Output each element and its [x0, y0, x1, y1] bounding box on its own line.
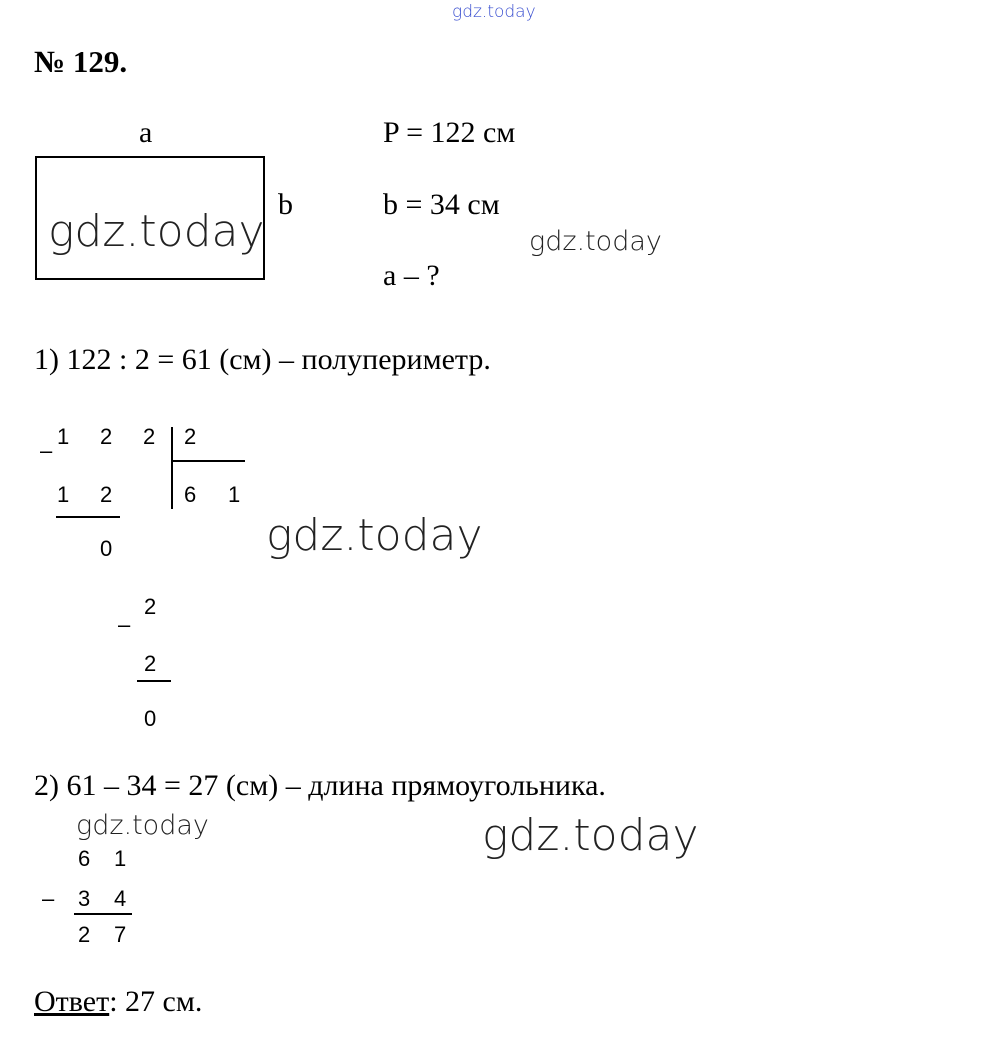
problem-number: № 129. [34, 44, 128, 79]
subtraction-minus: – [42, 886, 55, 911]
answer-value: : 27 см. [109, 985, 203, 1018]
watermark-rect: gdz.today [48, 206, 265, 257]
division-minus-2: – [118, 612, 131, 637]
watermark-given: gdz.today [529, 226, 662, 257]
remainder-1: 0 [100, 536, 113, 561]
bring-down-digit: 2 [144, 594, 157, 619]
quotient-digit: 1 [228, 482, 241, 507]
division-underline-2 [137, 680, 171, 682]
given-perimeter: P = 122 см [383, 116, 516, 149]
step2-text: 2) 61 – 34 = 27 (см) – длина прямоугольника. [34, 769, 606, 802]
subtrahend-2: 2 [144, 651, 157, 676]
subtrahend-digit: 3 [78, 886, 91, 911]
subtraction-underline [74, 913, 132, 915]
dividend-digit: 2 [143, 424, 156, 449]
dividend-digit: 1 [57, 424, 70, 449]
divisor: 2 [184, 424, 197, 449]
result-digit: 2 [78, 922, 91, 947]
watermark-middle: gdz.today [266, 510, 483, 561]
subtrahend-digit: 2 [100, 482, 113, 507]
dividend-digit: 2 [100, 424, 113, 449]
subtrahend-digit: 1 [57, 482, 70, 507]
subtrahend-digit: 4 [114, 886, 127, 911]
given-b: b = 34 см [383, 188, 500, 221]
division-bar-horizontal [171, 460, 245, 462]
division-underline-1 [56, 516, 120, 518]
watermark-small: gdz.today [76, 810, 209, 841]
side-b-label: b [278, 188, 293, 221]
given-question: a – ? [383, 259, 440, 292]
answer-label: Ответ [34, 985, 110, 1018]
remainder-2: 0 [144, 706, 157, 731]
division-bar-vertical [171, 427, 173, 509]
result-digit: 7 [114, 922, 127, 947]
watermark-bottom: gdz.today [482, 810, 699, 861]
watermark-top: gdz.today [452, 2, 536, 22]
step1-text: 1) 122 : 2 = 61 (см) – полупериметр. [34, 343, 491, 376]
quotient-digit: 6 [184, 482, 197, 507]
minuend-digit: 1 [114, 846, 127, 871]
side-a-label: a [139, 116, 153, 149]
division-minus-1: – [40, 438, 53, 463]
answer-line [34, 985, 202, 1019]
minuend-digit: 6 [78, 846, 91, 871]
